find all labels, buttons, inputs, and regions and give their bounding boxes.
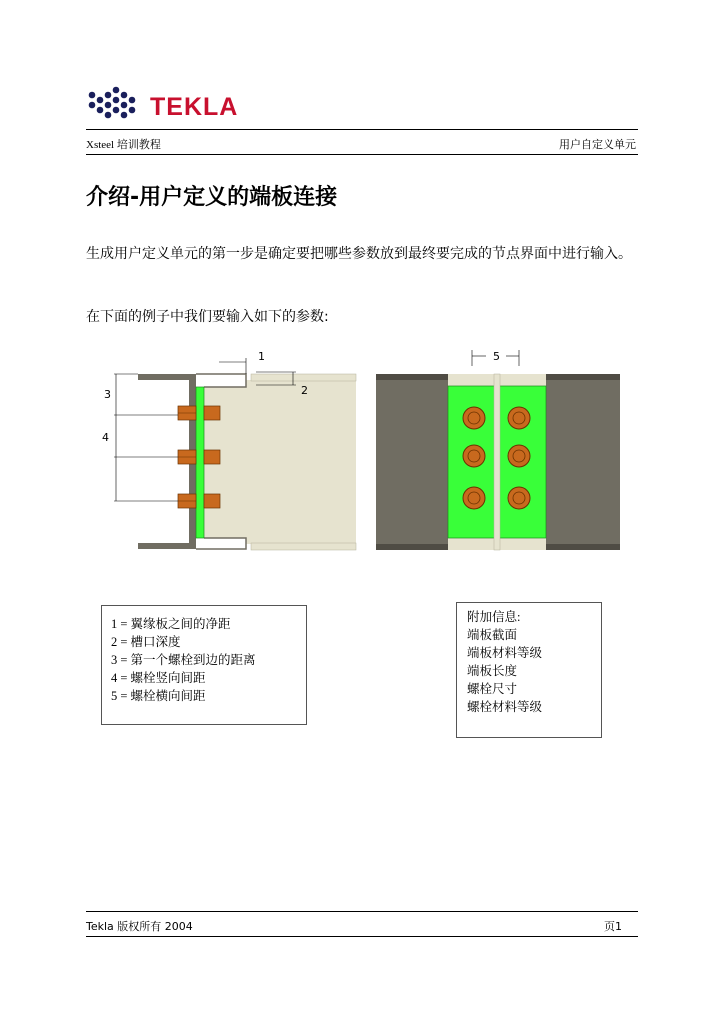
- legend-item: 1 = 翼缘板之间的净距: [111, 617, 231, 631]
- dimension-label-3: 3: [104, 388, 111, 401]
- footer-copyright: Tekla 版权所有 2004: [86, 920, 193, 933]
- header-left-text: Xsteel 培训教程: [86, 139, 161, 151]
- logo-text: TEKLA: [150, 93, 239, 121]
- page-title: 介绍-用户定义的端板连接: [86, 185, 338, 210]
- dimension-label-2: 2: [301, 384, 308, 397]
- example-paragraph: 在下面的例子中我们要输入如下的参数:: [86, 309, 329, 325]
- front-view: [376, 350, 620, 550]
- footer-top-rule: [86, 911, 638, 912]
- end-plate: [196, 387, 204, 538]
- additional-info-title: 附加信息:: [467, 610, 521, 624]
- intro-paragraph: 生成用户定义单元的第一步是确定要把哪些参数放到最终要完成的节点界面中进行输入。: [86, 246, 632, 262]
- beam-bottom-flange: [251, 543, 356, 550]
- beam-top-flange: [251, 374, 356, 381]
- beam-web: [204, 380, 356, 544]
- side-view: [114, 358, 356, 550]
- header-right-text: 用户自定义单元: [559, 138, 636, 151]
- dimension-label-4: 4: [102, 431, 109, 444]
- footer-page-number: 页1: [604, 920, 622, 933]
- dimension-label-1: 1: [258, 350, 265, 363]
- additional-info-item: 螺栓尺寸: [467, 682, 518, 696]
- column-top-flange: [138, 374, 196, 380]
- additional-info-item: 端板材料等级: [467, 646, 543, 660]
- legend-item: 5 = 螺栓横向间距: [111, 689, 206, 703]
- additional-info-box: [456, 602, 602, 738]
- footer-bottom-rule: [86, 936, 638, 937]
- dimension-label-5: 5: [493, 350, 500, 363]
- additional-info-item: 端板截面: [467, 628, 518, 642]
- legend-item: 4 = 螺栓竖向间距: [111, 671, 206, 685]
- parameter-legend-box: [101, 605, 307, 725]
- header-bottom-rule: [86, 154, 638, 155]
- header-rule: [86, 129, 638, 130]
- end-plate-connection-figure: [86, 348, 626, 558]
- additional-info-item: 螺栓材料等级: [467, 700, 543, 714]
- legend-item: 3 = 第一个螺栓到边的距离: [111, 653, 256, 667]
- legend-item: 2 = 槽口深度: [111, 635, 181, 649]
- beam-web-front: [494, 374, 500, 550]
- additional-info-item: 端板长度: [467, 664, 518, 678]
- column-bottom-flange: [138, 543, 196, 549]
